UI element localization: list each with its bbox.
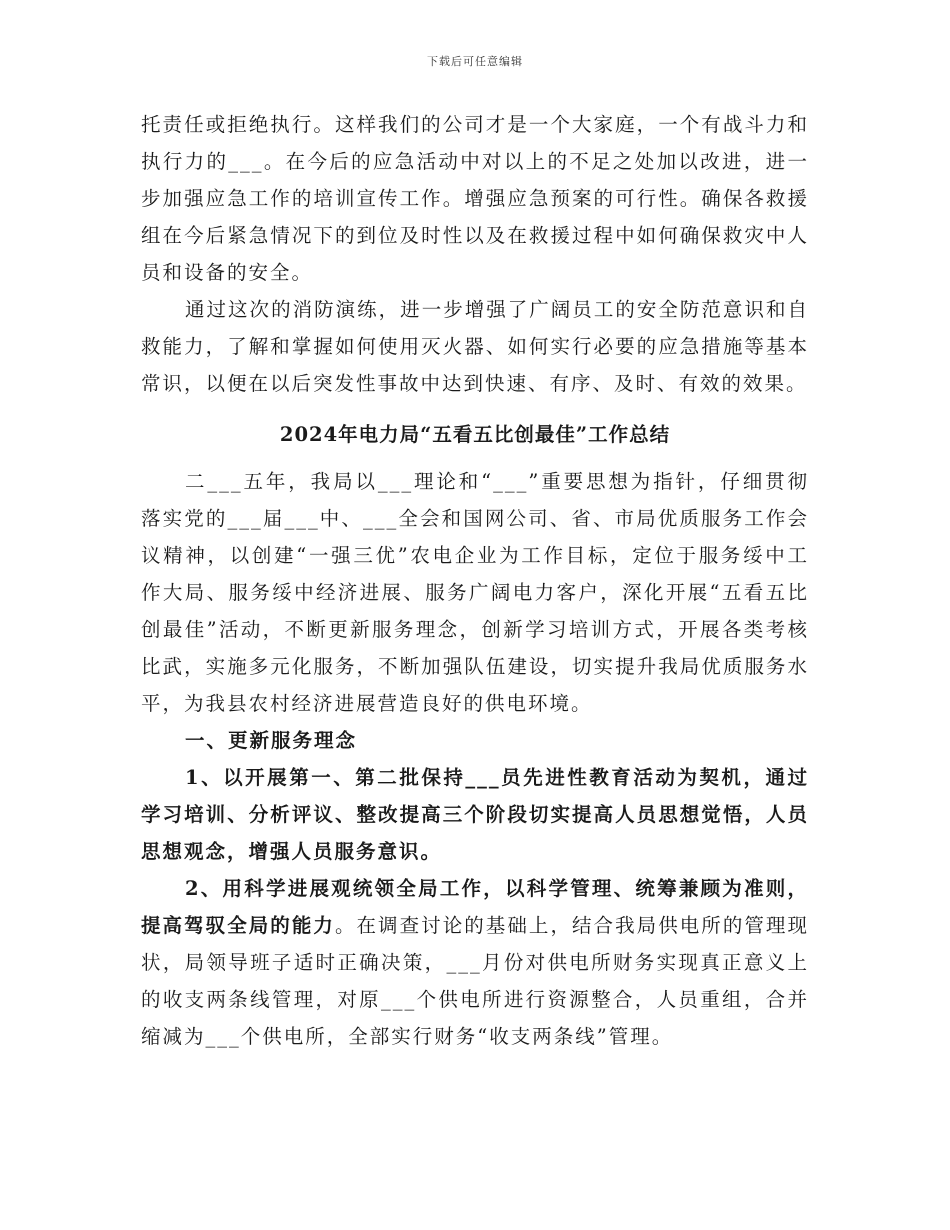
document-body — [141, 106, 809, 1055]
list-item-2-bold: 2、用科学进展观统领全局工作，以科学管理、统筹兼顾为准则，提高驾驭全局的能力 — [141, 877, 809, 937]
list-item-2-text: 。在调查讨论的基础上，结合我局供电所的管理现状，局领导班子适时正确决策，___月份对供电所财务实现真正意义上的收支两条线管理，对原___个供电所进行资源整合，人员重组，合并缩减为___个供电所，全部实行财务“收支两条线”管理。 — [141, 914, 809, 1048]
page-header: 下载后可任意编辑 — [427, 55, 523, 68]
section-heading-1: 一、更新服务理念 — [185, 729, 358, 752]
paragraph-intro: 二___五年，我局以___理论和“___”重要思想为指针，仔细贯彻落实党的___届___中、___全会和国网公司、省、市局优质服务工作会议精神，以创建“一强三优”农电企业为工作目标，定位于服务绥中工作大局、服务绥中经济进展、服务广阔电力客户，深化开展“五看五比创最佳”活动，不断更新服务理念，创新学习培训方式，开展各类考核比武，实施多元化服务，不断加强队伍建设，切实提升我局优质服务水平，为我县农村经济进展营造良好的供电环境。 — [141, 470, 809, 715]
paragraph-continuation: 托责任或拒绝执行。这样我们的公司才是一个大家庭，一个有战斗力和执行力的___。在今后的应急活动中对以上的不足之处加以改进，进一步加强应急工作的培训宣传工作。增强应急预案的可行性。确保各救援组在今后紧急情况下的到位及时性以及在救援过程中如何确保救灾中人员和设备的安全。 — [141, 113, 809, 284]
document-title: 2024年电力局“五看五比创最佳”工作总结 — [279, 423, 671, 446]
list-item-2 — [141, 870, 809, 1055]
paragraph-fire-drill: 通过这次的消防演练，进一步增强了广阔员工的安全防范意识和自救能力，了解和掌握如何使用灭火器、如何实行必要的应急措施等基本常识，以便在以后突发性事故中达到快速、有序、及时、有效的效果。 — [141, 298, 809, 395]
list-item-1: 1、以开展第一、第二批保持___员先进性教育活动为契机，通过学习培训、分析评议、整改提高三个阶段切实提高人员思想觉悟，人员思想观念，增强人员服务意识。 — [141, 766, 809, 863]
